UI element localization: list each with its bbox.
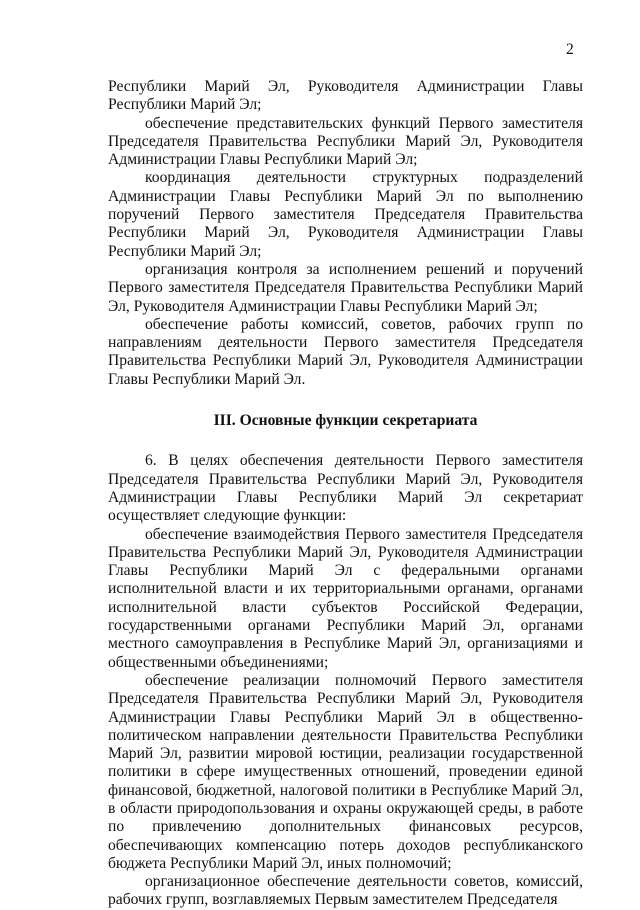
- list-item-representative-functions: обеспечение представительских функций Первого заместителя Председателя Правительства Республики Марий Эл, Руководителя Администрации Главы Республики Марий Эл;: [108, 114, 583, 169]
- continuation-paragraph: Республики Марий Эл, Руководителя Администрации Главы Республики Марий Эл;: [108, 78, 583, 114]
- section-heading: III. Основные функции секретариата: [213, 412, 478, 430]
- function-item-powers: обеспечение реализации полномочий Первого заместителя Председателя Правительства Республики Марий Эл, Руководителя Администрации Главы Республики Марий Эл в общественно-политическом направлении деятельности Правительства Республики Марий Эл, развитии мировой юстиции, реализации государственной политики в сфере имущественных отношений, проведении единой финансовой, бюджетной, налоговой политики в Республике Марий Эл, в области природопользования и охраны окружающей среды, в работе по привлечению дополнительных финансовых ресурсов, обеспечивающих компенсацию потерь доходов республиканского бюджета Республики Марий Эл, иных полномочий;: [108, 671, 583, 872]
- function-item-interaction: обеспечение взаимодействия Первого заместителя Председателя Правительства Республики Марий Эл, Руководителя Администрации Главы Республики Марий Эл с федеральными органами исполнительной власти и их территориальными органами, органами исполнительной власти субъектов Российской Федерации, государственными органами Республики Марий Эл, органами местного самоуправления в Республике Марий Эл, организациями и общественными объединениями;: [108, 525, 583, 671]
- list-item-control: организация контроля за исполнением решений и поручений Первого заместителя Председателя Правительства Республики Марий Эл, Руководителя Администрации Главы Республики Марий Эл;: [108, 260, 583, 315]
- list-item-commissions: обеспечение работы комиссий, советов, рабочих групп по направлениям деятельности Первого заместителя Председателя Правительства Республики Марий Эл, Руководителя Администрации Главы Республики Марий Эл.: [108, 315, 583, 388]
- page-number: 2: [566, 41, 574, 58]
- list-item-coordination: координация деятельности структурных подразделений Администрации Главы Республики Марий Эл по выполнению поручений Первого заместителя Председателя Правительства Республики Марий Эл, Руководителя Администрации Главы Республики Марий Эл;: [108, 169, 583, 260]
- section-intro-paragraph: 6. В целях обеспечения деятельности Первого заместителя Председателя Правительства Республики Марий Эл, Руководителя Администрации Главы Республики Марий Эл секретариат осуществляет следующие функции:: [108, 452, 583, 525]
- document-body: [108, 78, 583, 910]
- function-item-organizational: организационное обеспечение деятельности советов, комиссий, рабочих групп, возглавляемых Первым заместителем Председателя: [108, 873, 583, 909]
